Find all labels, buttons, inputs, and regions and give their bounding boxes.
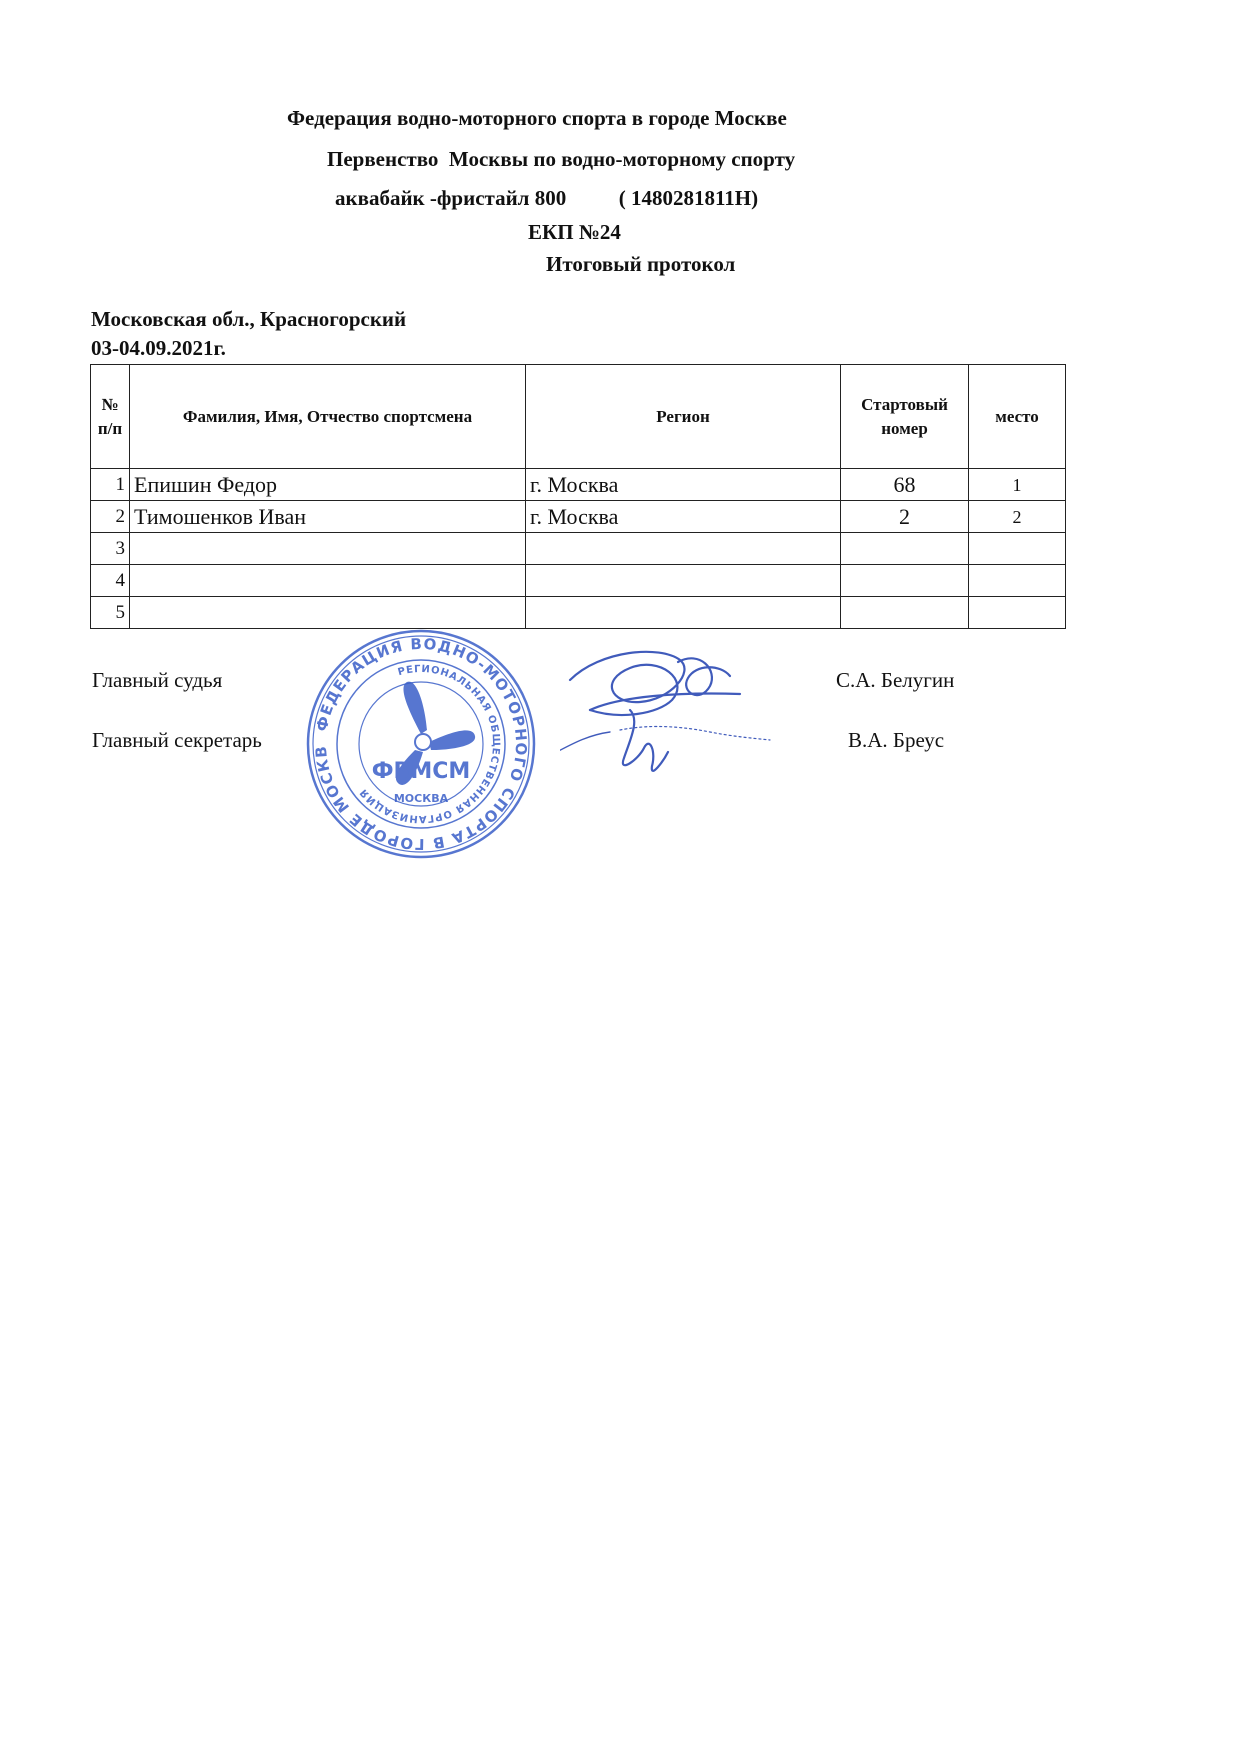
chief-secretary-name: В.А. Бреус <box>848 728 945 752</box>
signature-scribble <box>560 640 780 825</box>
event-date: 03-04.09.2021г. <box>91 336 226 360</box>
cell-name: Тимошенков Иван <box>130 501 526 533</box>
cell-place <box>969 597 1066 629</box>
table-row <box>91 501 1066 533</box>
cell-name: Епишин Федор <box>130 469 526 501</box>
event-location: Московская обл., Красногорский <box>91 307 407 331</box>
cell-number: 1 <box>91 469 130 501</box>
cell-name <box>130 533 526 565</box>
cell-start-number <box>841 597 969 629</box>
ekp-number: ЕКП №24 <box>528 220 621 244</box>
protocol-title: Итоговый протокол <box>546 252 736 276</box>
col-header-start-line2: номер <box>881 418 928 438</box>
stamp-center-text: ФВМСМ <box>371 759 471 784</box>
table-row <box>91 565 1066 597</box>
cell-place: 2 <box>969 501 1066 533</box>
cell-place: 1 <box>969 469 1066 501</box>
cell-start-number: 2 <box>841 501 969 533</box>
cell-region <box>526 565 841 597</box>
col-header-place: место <box>969 365 1066 469</box>
results-table <box>90 364 1066 629</box>
cell-place <box>969 565 1066 597</box>
cell-region: г. Москва <box>526 469 841 501</box>
cell-region <box>526 597 841 629</box>
cell-number: 4 <box>91 565 130 597</box>
col-header-number <box>91 365 130 469</box>
col-header-number-line2: п/п <box>97 418 123 438</box>
cell-name <box>130 597 526 629</box>
col-header-name: Фамилия, Имя, Отчество спортсмена <box>130 365 526 469</box>
cell-start-number <box>841 533 969 565</box>
table-row <box>91 469 1066 501</box>
cell-start-number <box>841 565 969 597</box>
col-header-start-line1: Стартовый <box>861 394 948 414</box>
chief-judge-name: С.А. Белугин <box>836 668 955 692</box>
competition-title: Первенство Москвы по водно-моторному спорту <box>327 147 796 171</box>
cell-name <box>130 565 526 597</box>
cell-place <box>969 533 1066 565</box>
table-row <box>91 597 1066 629</box>
cell-number: 3 <box>91 533 130 565</box>
stamp-inner-text: РЕГИОНАЛЬНАЯ ОБЩЕСТВЕННАЯ ОРГАНИЗАЦИЯ <box>357 663 502 825</box>
chief-judge-label: Главный судья <box>92 668 223 692</box>
cell-region: г. Москва <box>526 501 841 533</box>
stamp-outer-text: ФЕДЕРАЦИЯ ВОДНО-МОТОРНОГО СПОРТА В ГОРОДЕ МОСКВ <box>311 634 531 854</box>
col-header-region: Регион <box>526 365 841 469</box>
col-header-start-number <box>841 365 969 469</box>
stamp-city-text: МОСКВА <box>393 792 449 805</box>
table-row <box>91 533 1066 565</box>
col-header-number-line1: № <box>101 394 119 414</box>
cell-start-number: 68 <box>841 469 969 501</box>
discipline-title: аквабайк -фристайл 800 ( 1480281811Н) <box>335 186 759 210</box>
cell-number: 2 <box>91 501 130 533</box>
official-stamp <box>303 626 539 867</box>
cell-number: 5 <box>91 597 130 629</box>
chief-secretary-label: Главный секретарь <box>92 728 262 752</box>
table-header-row <box>91 365 1066 469</box>
federation-title: Федерация водно-моторного спорта в городе Москве <box>287 106 787 130</box>
cell-region <box>526 533 841 565</box>
